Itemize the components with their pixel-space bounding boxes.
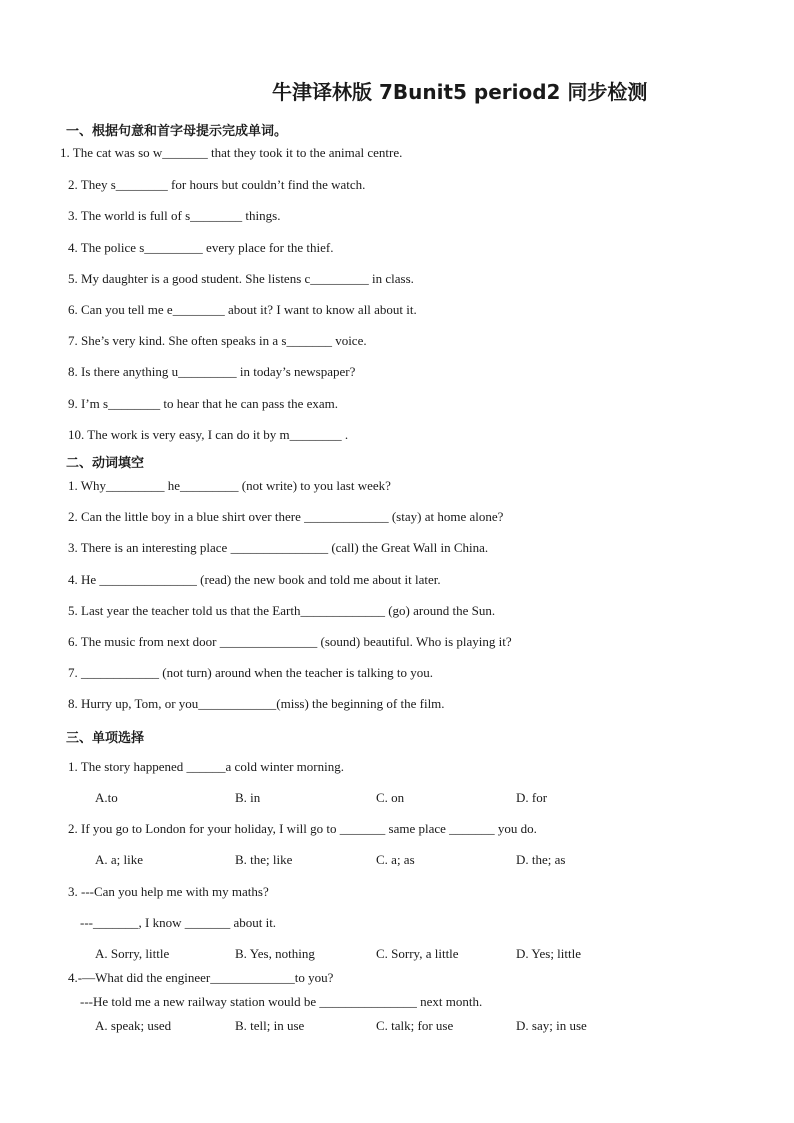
q1-option-c: C. on (376, 790, 405, 805)
s2-item-7: 7. ____________ (not turn) around when the teacher is talking to you. (68, 665, 434, 680)
s1-item-9: 9. I’m s________ to hear that he can pass the exam. (68, 396, 339, 411)
s2-item-6: 6. The music from next door _______________ (sound) beautiful. Who is playing it? (68, 634, 512, 649)
s2-item-3: 3. There is an interesting place _______________ (call) the Great Wall in China. (68, 540, 489, 555)
q3-option-a: A. Sorry, little (95, 946, 170, 961)
section-3-heading: 三、单项选择 (66, 731, 145, 746)
s1-item-6: 6. Can you tell me e________ about it? I want to know all about it. (68, 302, 417, 317)
q1-option-b: B. in (235, 790, 261, 805)
q4-stem: 4.-—What did the engineer_____________to you? (68, 970, 334, 985)
s1-item-10: 10. The work is very easy, I can do it by m________ . (68, 427, 349, 442)
q4-option-c: C. talk; for use (376, 1018, 454, 1033)
s1-item-4: 4. The police s_________ every place for the thief. (68, 240, 334, 255)
s2-item-8: 8. Hurry up, Tom, or you____________(miss) the beginning of the film. (68, 696, 445, 711)
q4-option-b: B. tell; in use (235, 1018, 305, 1033)
q3-option-d: D. Yes; little (516, 946, 582, 961)
q2-options (95, 852, 695, 868)
q1-options (95, 790, 695, 806)
q4-option-a: A. speak; used (95, 1018, 172, 1033)
q3-reply: ---_______, I know _______ about it. (80, 915, 277, 930)
q1-option-d: D. for (516, 790, 548, 805)
q2-option-a: A. a; like (95, 852, 144, 867)
s1-item-1: 1. The cat was so w_______ that they took it to the animal centre. (60, 145, 403, 160)
q1-stem: 1. The story happened ______a cold winter morning. (68, 759, 344, 774)
q2-option-c: C. a; as (376, 852, 415, 867)
section-2-heading: 二、动词填空 (66, 456, 145, 471)
page-title: 牛津译林版 7Bunit5 period2 同步检测 (272, 80, 648, 104)
s1-item-5: 5. My daughter is a good student. She listens c_________ in class. (68, 271, 414, 286)
q4-option-d: D. say; in use (516, 1018, 587, 1033)
q4-reply: ---He told me a new railway station would be _______________ next month. (80, 994, 483, 1009)
q3-options (95, 946, 695, 962)
q2-option-b: B. the; like (235, 852, 293, 867)
s1-item-8: 8. Is there anything u_________ in today’s newspaper? (68, 364, 356, 379)
q2-stem: 2. If you go to London for your holiday, I will go to _______ same place _______ you do. (68, 821, 537, 836)
q3-stem: 3. ---Can you help me with my maths? (68, 884, 269, 899)
s2-item-4: 4. He _______________ (read) the new book and told me about it later. (68, 572, 441, 587)
s2-item-2: 2. Can the little boy in a blue shirt over there _____________ (stay) at home alone? (68, 509, 504, 524)
q3-option-b: B. Yes, nothing (235, 946, 315, 961)
s1-item-3: 3. The world is full of s________ things. (68, 208, 281, 223)
s1-item-2: 2. They s________ for hours but couldn’t find the watch. (68, 177, 366, 192)
s2-item-5: 5. Last year the teacher told us that the Earth_____________ (go) around the Sun. (68, 603, 496, 618)
q1-option-a: A.to (95, 790, 118, 805)
q4-options (95, 1018, 695, 1034)
q2-option-d: D. the; as (516, 852, 566, 867)
q3-option-c: C. Sorry, a little (376, 946, 459, 961)
s2-item-1: 1. Why_________ he_________ (not write) to you last week? (68, 478, 391, 493)
s1-item-7: 7. She’s very kind. She often speaks in a s_______ voice. (68, 333, 367, 348)
section-1-heading: 一、根据句意和首字母提示完成单词。 (66, 124, 288, 139)
